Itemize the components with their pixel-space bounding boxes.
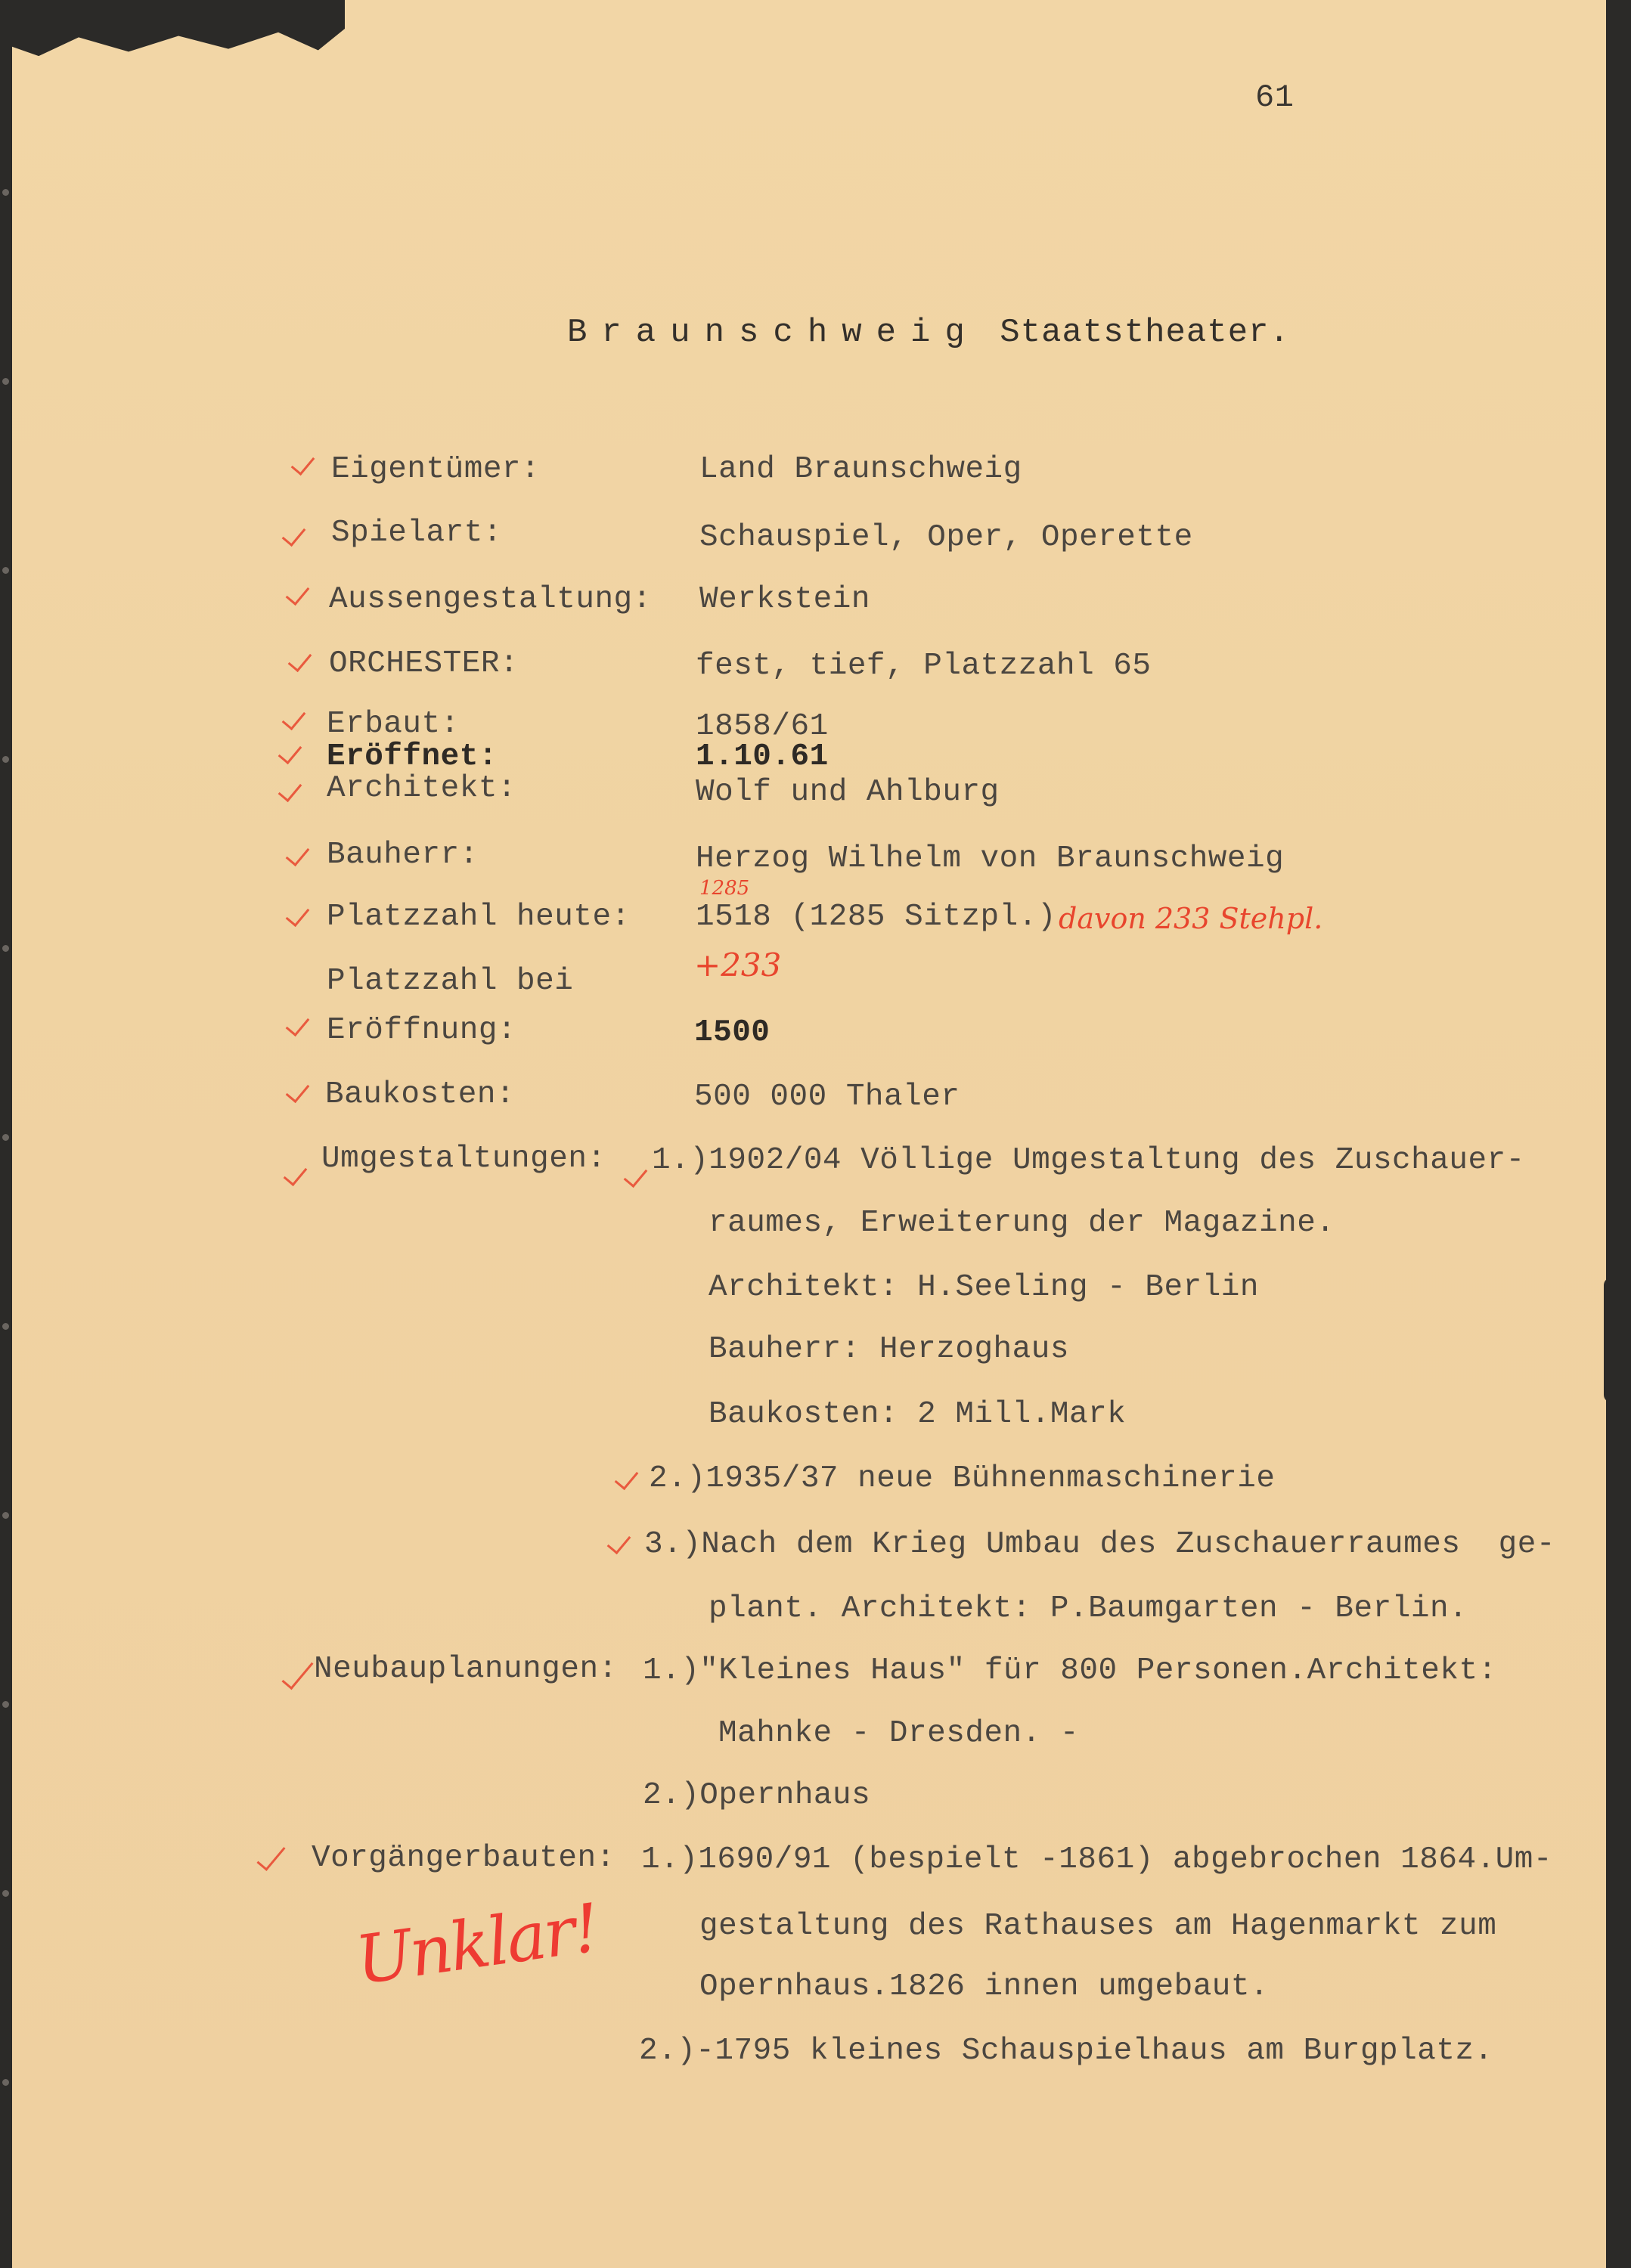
field-label: Eröffnet: (327, 739, 498, 774)
field-label: Platzzahl heute: (327, 900, 631, 934)
section-line: Architekt: H.Seeling - Berlin (709, 1270, 1260, 1305)
field-value: 1858/61 (696, 709, 829, 744)
section-label: Neubauplanungen: (314, 1652, 618, 1687)
title-city: Braunschweig (567, 314, 979, 352)
field-value: 1.10.61 (696, 739, 829, 774)
punch-hole (2, 567, 9, 574)
punch-hole (2, 189, 9, 196)
field-label: Aussengestaltung: (329, 582, 652, 617)
section-line: Baukosten: 2 Mill.Mark (709, 1397, 1127, 1432)
section-line: raumes, Erweiterung der Magazine. (709, 1206, 1335, 1241)
punch-hole (2, 1890, 9, 1897)
field-value: 1518 (1285 Sitzpl.) (696, 900, 1056, 934)
punch-hole (2, 756, 9, 763)
punch-hole (2, 945, 9, 952)
field-label: Spielart: (331, 516, 502, 550)
section-line: 1.)1902/04 Völlige Umgestaltung des Zuschauer- (652, 1143, 1525, 1178)
field-label: Architekt: (327, 771, 517, 806)
field-value: 500 000 Thaler (694, 1080, 960, 1114)
field-value: Wolf und Ahlburg (696, 775, 1000, 810)
field-value: Herzog Wilhelm von Braunschweig (696, 841, 1285, 876)
field-label: Erbaut: (327, 707, 460, 742)
title-rest: Staatstheater. (1000, 314, 1290, 352)
field-label: ORCHESTER: (329, 646, 519, 681)
section-label: Vorgängerbauten: (312, 1841, 616, 1876)
section-line: gestaltung des Rathauses am Hagenmarkt zum (699, 1909, 1497, 1944)
document-title (567, 314, 1290, 352)
field-label: Platzzahl bei (327, 964, 574, 999)
section-line: 1.)1690/91 (bespielt -1861) abgebrochen 1864.Um- (641, 1842, 1552, 1877)
field-label: Baukosten: (325, 1077, 516, 1112)
field-label: Eröffnung: (327, 1013, 517, 1048)
field-value: fest, tief, Platzzahl 65 (696, 649, 1152, 683)
field-value: 1500 (694, 1015, 771, 1050)
field-value: Land Braunschweig (699, 452, 1022, 487)
punch-hole (2, 2079, 9, 2086)
handwritten-seats-side: davon 233 Stehpl. (1059, 902, 1323, 935)
section-line: 2.)-1795 kleines Schauspielhaus am Burgplatz. (639, 2034, 1493, 2068)
handwritten-seats-below: +233 (694, 947, 782, 984)
section-line: 1.)"Kleines Haus" für 800 Personen.Architekt: (643, 1653, 1497, 1688)
punch-hole (2, 1134, 9, 1141)
punch-hole (2, 378, 9, 385)
field-value: Werkstein (699, 582, 870, 617)
handwritten-seats-above: 1285 (699, 877, 750, 900)
page-number: 61 (1255, 79, 1295, 116)
section-line: 2.)1935/37 neue Bühnenmaschinerie (649, 1461, 1276, 1496)
page-notch (1604, 1278, 1631, 1402)
field-label: Bauherr: (327, 838, 479, 872)
section-line: Mahnke - Dresden. - (718, 1716, 1079, 1751)
field-label: Eigentümer: (331, 452, 541, 487)
section-line: 2.)Opernhaus (643, 1778, 871, 1813)
field-value: Schauspiel, Oper, Operette (699, 520, 1193, 555)
punch-hole (2, 1701, 9, 1708)
section-label: Umgestaltungen: (321, 1142, 606, 1176)
section-line: 3.)Nach dem Krieg Umbau des Zuschauerraumes ge- (644, 1527, 1555, 1562)
section-line: Opernhaus.1826 innen umgebaut. (699, 1969, 1270, 2004)
section-line: Bauherr: Herzoghaus (709, 1332, 1069, 1367)
punch-hole (2, 1512, 9, 1519)
section-line: plant. Architekt: P.Baumgarten - Berlin. (709, 1591, 1468, 1626)
handwritten-unklar-note: Unklar! (351, 1888, 603, 2000)
punch-hole (2, 1323, 9, 1330)
